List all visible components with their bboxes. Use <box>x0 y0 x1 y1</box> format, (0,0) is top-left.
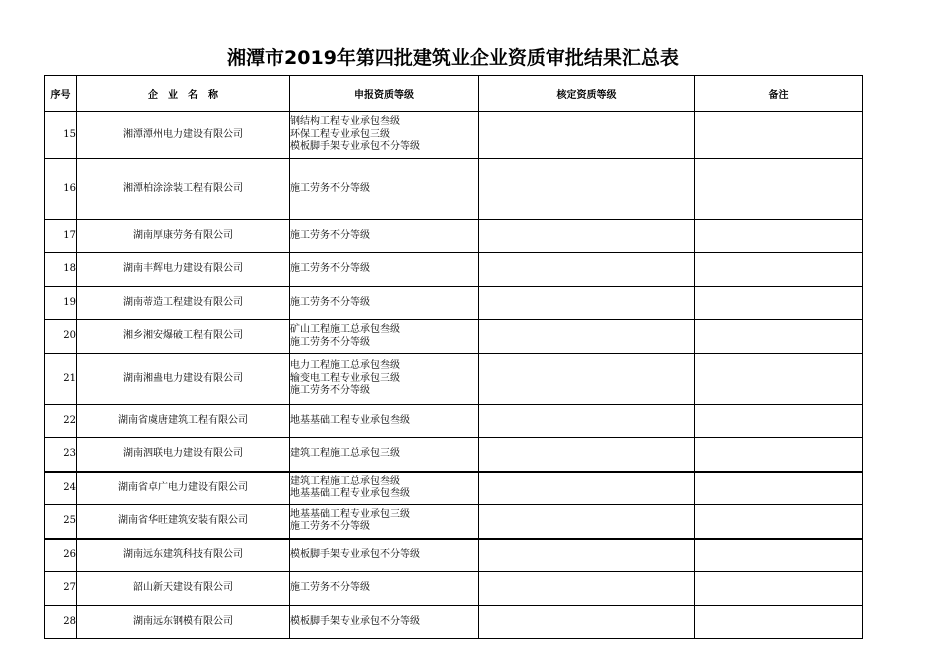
cell-seq: 25 <box>45 505 77 539</box>
header-company: 企 业 名 称 <box>77 76 290 112</box>
cell-remarks <box>695 112 863 159</box>
qualification-line: 输变电工程专业承包三级 <box>290 372 400 384</box>
qualification-line: 施工劳务不分等级 <box>290 263 370 275</box>
cell-remarks <box>695 405 863 438</box>
qualification-line: 施工劳务不分等级 <box>290 296 370 308</box>
table-row <box>45 220 863 253</box>
table-row <box>45 159 863 220</box>
cell-approved-qualification <box>479 606 695 639</box>
qualification-line: 施工劳务不分等级 <box>290 582 370 594</box>
table-row <box>45 438 863 472</box>
qualification-line: 电力工程施工总承包叁级 <box>290 360 400 372</box>
cell-applied-qualification <box>290 405 479 438</box>
cell-remarks <box>695 472 863 505</box>
table-row <box>45 405 863 438</box>
cell-seq: 26 <box>45 539 77 572</box>
cell-applied-qualification <box>290 287 479 320</box>
cell-applied-qualification <box>290 539 479 572</box>
cell-company-name: 湘潭柏涂涂装工程有限公司 <box>77 159 290 220</box>
table-row <box>45 539 863 572</box>
table-row <box>45 320 863 354</box>
header-remarks: 备注 <box>695 76 863 112</box>
cell-applied-qualification <box>290 220 479 253</box>
qualification-line: 地基基础工程专业承包三级 <box>290 508 410 520</box>
table-row <box>45 472 863 505</box>
table-row <box>45 505 863 539</box>
table-row <box>45 287 863 320</box>
cell-approved-qualification <box>479 354 695 405</box>
qualification-line: 施工劳务不分等级 <box>290 229 370 241</box>
cell-company-name: 湖南省华旺建筑安装有限公司 <box>77 505 290 539</box>
page-title: 湘潭市2019年第四批建筑业企业资质审批结果汇总表 <box>227 47 679 69</box>
cell-seq: 24 <box>45 472 77 505</box>
cell-approved-qualification <box>479 253 695 287</box>
cell-company-name: 韶山新天建设有限公司 <box>77 572 290 606</box>
cell-company-name: 湖南泗联电力建设有限公司 <box>77 438 290 472</box>
cell-approved-qualification <box>479 438 695 472</box>
qualification-line: 施工劳务不分等级 <box>290 336 370 348</box>
qualification-line: 地基基础工程专业承包叁级 <box>290 414 410 426</box>
cell-remarks <box>695 320 863 354</box>
cell-approved-qualification <box>479 572 695 606</box>
cell-company-name: 湘潭潭州电力建设有限公司 <box>77 112 290 159</box>
cell-remarks <box>695 606 863 639</box>
cell-applied-qualification <box>290 253 479 287</box>
results-table <box>44 75 863 639</box>
qualification-line: 施工劳务不分等级 <box>290 182 370 194</box>
header-seq: 序号 <box>45 76 77 112</box>
header-approved-qualification: 核定资质等级 <box>479 76 695 112</box>
cell-seq: 21 <box>45 354 77 405</box>
cell-approved-qualification <box>479 159 695 220</box>
cell-applied-qualification <box>290 572 479 606</box>
cell-seq: 19 <box>45 287 77 320</box>
cell-company-name: 湖南厚康劳务有限公司 <box>77 220 290 253</box>
cell-company-name: 湖南省虞唐建筑工程有限公司 <box>77 405 290 438</box>
cell-applied-qualification <box>290 354 479 405</box>
header-applied-qualification: 申报资质等级 <box>290 76 479 112</box>
qualification-line: 施工劳务不分等级 <box>290 385 370 397</box>
cell-company-name: 湘乡湘安爆破工程有限公司 <box>77 320 290 354</box>
cell-remarks <box>695 539 863 572</box>
qualification-line: 矿山工程施工总承包叁级 <box>290 324 400 335</box>
cell-approved-qualification <box>479 112 695 159</box>
cell-approved-qualification <box>479 505 695 539</box>
cell-approved-qualification <box>479 287 695 320</box>
cell-company-name: 湖南远东建筑科技有限公司 <box>77 539 290 572</box>
cell-applied-qualification <box>290 438 479 472</box>
cell-seq: 23 <box>45 438 77 472</box>
cell-remarks <box>695 505 863 539</box>
table-row <box>45 112 863 159</box>
cell-remarks <box>695 287 863 320</box>
cell-remarks <box>695 220 863 253</box>
cell-remarks <box>695 354 863 405</box>
cell-remarks <box>695 572 863 606</box>
cell-applied-qualification <box>290 159 479 220</box>
cell-approved-qualification <box>479 472 695 505</box>
cell-approved-qualification <box>479 220 695 253</box>
cell-applied-qualification <box>290 472 479 505</box>
qualification-line: 模板脚手架专业承包不分等级 <box>290 615 420 627</box>
cell-applied-qualification <box>290 112 479 159</box>
cell-seq: 17 <box>45 220 77 253</box>
cell-company-name: 湖南湘蛊电力建设有限公司 <box>77 354 290 405</box>
cell-applied-qualification <box>290 320 479 354</box>
qualification-line: 施工劳务不分等级 <box>290 521 370 533</box>
qualification-line: 环保工程专业承包三级 <box>290 128 390 140</box>
table-row <box>45 606 863 639</box>
cell-applied-qualification <box>290 606 479 639</box>
cell-company-name: 湖南远东钢模有限公司 <box>77 606 290 639</box>
qualification-line: 模板脚手架专业承包不分等级 <box>290 549 420 560</box>
cell-company-name: 湖南丰辉电力建设有限公司 <box>77 253 290 287</box>
qualification-line: 模板脚手架专业承包不分等级 <box>290 141 420 153</box>
cell-company-name: 湖南省卓广电力建设有限公司 <box>77 472 290 505</box>
table-row <box>45 572 863 606</box>
table-row <box>45 253 863 287</box>
cell-company-name: 湖南蒂造工程建设有限公司 <box>77 287 290 320</box>
cell-applied-qualification <box>290 505 479 539</box>
table-body <box>45 112 863 639</box>
cell-seq: 27 <box>45 572 77 606</box>
cell-seq: 22 <box>45 405 77 438</box>
qualification-line: 钢结构工程专业承包叁级 <box>290 116 400 128</box>
cell-remarks <box>695 438 863 472</box>
cell-remarks <box>695 253 863 287</box>
qualification-line: 地基基础工程专业承包叁级 <box>290 488 410 500</box>
cell-seq: 15 <box>45 112 77 159</box>
cell-seq: 20 <box>45 320 77 354</box>
table-row <box>45 354 863 405</box>
cell-approved-qualification <box>479 320 695 354</box>
cell-approved-qualification <box>479 405 695 438</box>
cell-seq: 16 <box>45 159 77 220</box>
qualification-line: 建筑工程施工总承包叁级 <box>290 475 400 487</box>
cell-seq: 18 <box>45 253 77 287</box>
cell-seq: 28 <box>45 606 77 639</box>
qualification-line: 建筑工程施工总承包三级 <box>290 448 400 459</box>
cell-remarks <box>695 159 863 220</box>
header-row <box>45 76 863 112</box>
cell-approved-qualification <box>479 539 695 572</box>
